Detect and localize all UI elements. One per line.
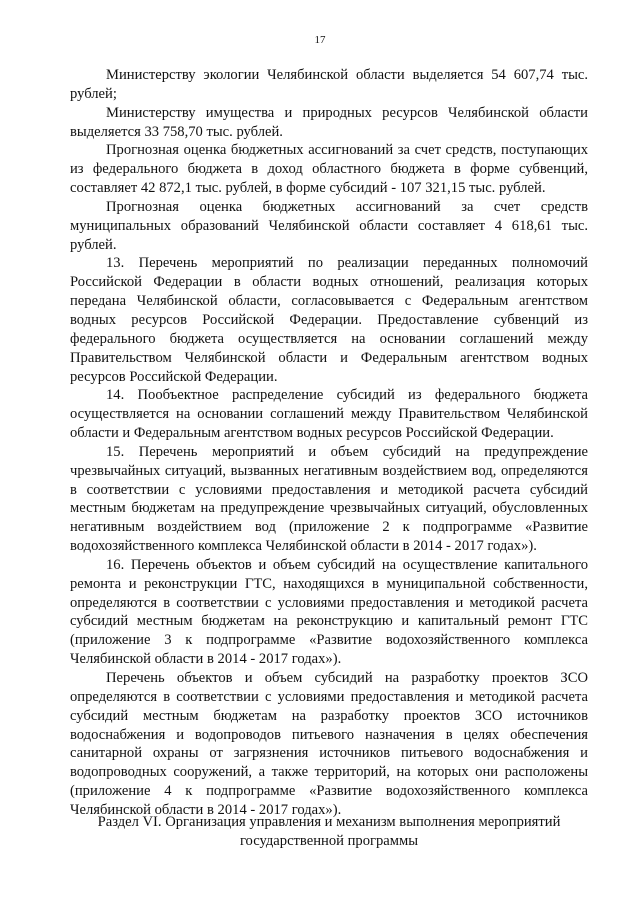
paragraph-item-15: 15. Перечень мероприятий и объем субсидий на предупреждение чрезвычайных ситуаций, вызванных негативным воздействием вод, определяются в соответствии с условиями предоставления и методикой расчета субсидий местным бюджетам на предупреждение чрезвычайных ситуаций, обусловленных негативным воздействием вод (приложение 2 к подпрограмме «Развитие водохозяйственного комплекса Челябинской области в 2014 - 2017 годах»).	[70, 443, 588, 555]
section-heading-line-1: Раздел VI. Организация управления и механизм выполнения мероприятий	[97, 814, 561, 830]
paragraph-item-16: 16. Перечень объектов и объем субсидий на осуществление капитального ремонта и реконструкции ГТС, находящихся в муниципальной собственности, определяются в соответствии с условиями предоставления и методикой расчета субсидий местным бюджетам на реконструкцию и капитальный ремонт ГТС (приложение 3 к подпрограмме «Развитие водохозяйственного комплекса Челябинской области в 2014 - 2017 годах»).	[70, 556, 588, 668]
page-number: 17	[314, 34, 326, 46]
body-text	[70, 66, 588, 820]
paragraph-municipal-funds: Прогнозная оценка бюджетных ассигнований за счет средств муниципальных образований Челябинской области составляет 4 618,61 тыс. рублей.	[70, 198, 588, 253]
paragraph-ministry-ecology: Министерству экологии Челябинской области выделяется 54 607,74 тыс. рублей;	[70, 67, 588, 102]
section-heading	[70, 813, 588, 851]
paragraph-federal-assignments: Прогнозная оценка бюджетных ассигнований за счет средств, поступающих из федерального бюджета в доход областного бюджета в форме субвенций, составляет 42 872,1 тыс. рублей, в форме субсидий - 107 321,15 тыс. рублей.	[70, 142, 588, 197]
paragraph-ministry-property: Министерству имущества и природных ресурсов Челябинской области выделяется 33 758,70 тыс. рублей.	[70, 104, 588, 140]
section-heading-line-2: государственной программы	[239, 833, 419, 849]
paragraph-zso-projects: Перечень объектов и объем субсидий на разработку проектов ЗСО определяются в соответствии с условиями предоставления и методикой расчета субсидий местным бюджетам на разработку проектов ЗСО источников водоснабжения и водопроводов питьевого назначения в целях обеспечения санитарной охраны от загрязнения источников питьевого водоснабжения и водопроводных сооружений, а также территорий, на которых они расположены (приложение 4 к подпрограмме «Развитие водохозяйственного комплекса Челябинской области в 2014 - 2017 годах»).	[70, 670, 588, 818]
paragraph-item-14: 14. Пообъектное распределение субсидий из федерального бюджета осуществляется на основании соглашений между Правительством Челябинской области и Федеральным агентством водных ресурсов Российской Федерации.	[70, 387, 588, 442]
paragraph-item-13: 13. Перечень мероприятий по реализации переданных полномочий Российской Федерации в области водных отношений, реализация которых передана Челябинской области, согласовывается с Федеральным агентством водных ресурсов Российской Федерации. Предоставление субвенций из федерального бюджета осуществляется на основании соглашений между Правительством Челябинской области и Федеральным агентством водных ресурсов Российской Федерации.	[70, 255, 588, 385]
